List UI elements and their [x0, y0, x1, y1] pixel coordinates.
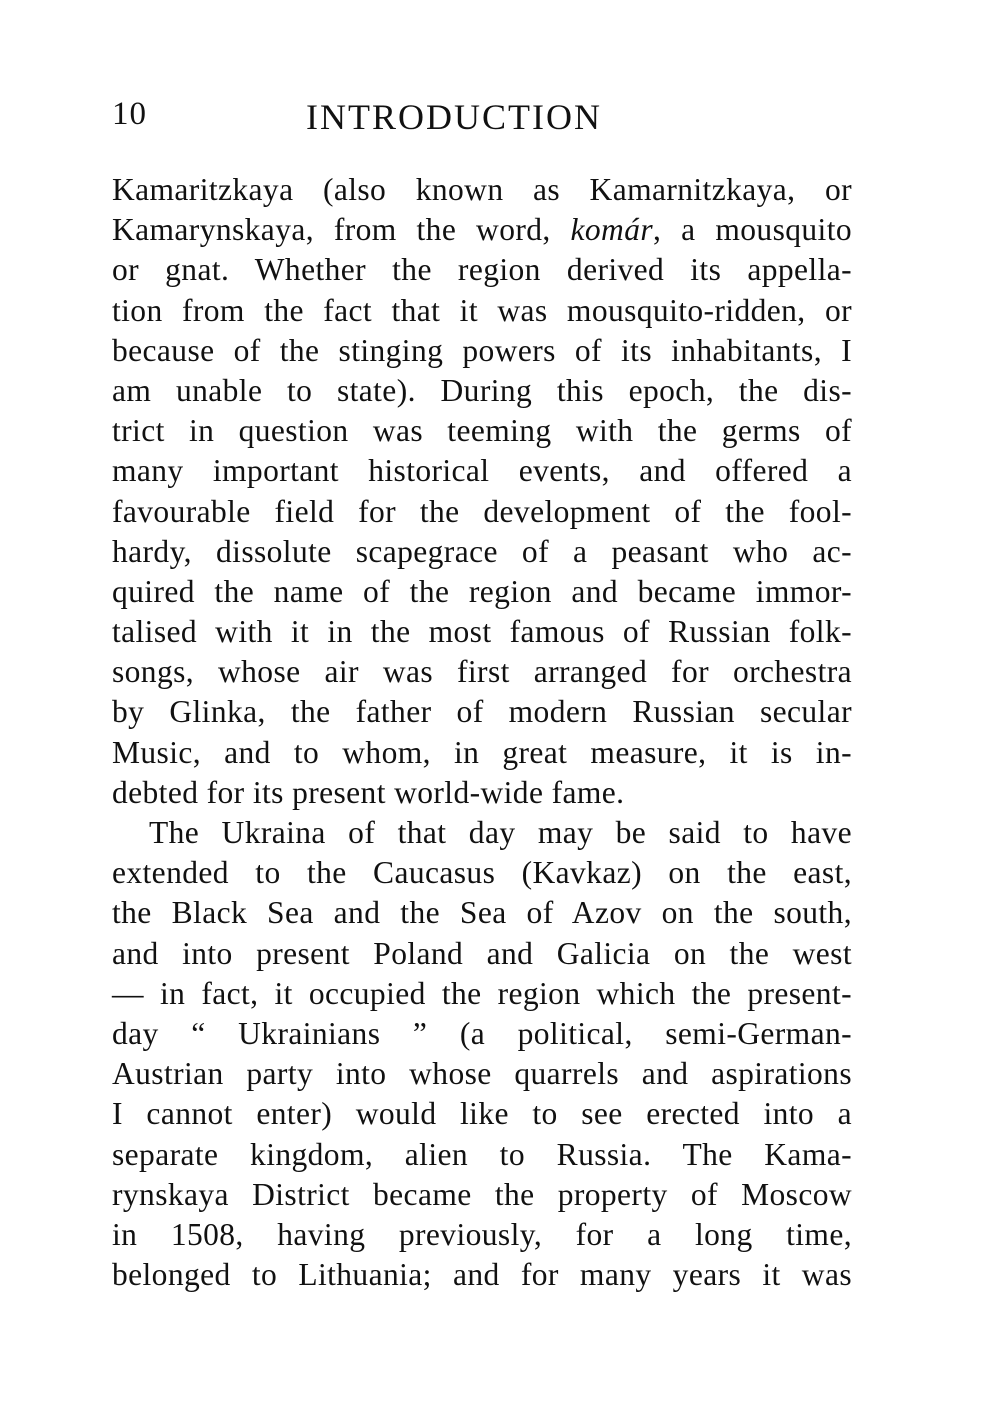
italic-term: komár — [570, 212, 654, 248]
text-line: quired the name of the region and became immor- — [112, 573, 852, 609]
text-line-segment: Kamarynskaya, from the word, komár, a mousquito — [112, 212, 852, 248]
text-line: many important historical events, and offered a — [112, 453, 852, 489]
text-line: trict in question was teeming with the germs of — [112, 413, 852, 449]
paragraph — [112, 813, 852, 1295]
text-line: tion from the fact that it was mousquito-ridden, or — [112, 292, 852, 328]
text-line: rynskaya District became the property of Moscow — [112, 1176, 852, 1212]
text-line: talised with it in the most famous of Russian folk- — [112, 614, 852, 650]
text-line: by Glinka, the father of modern Russian secular — [112, 694, 852, 730]
body-text — [112, 170, 852, 1295]
text-line: The Ukraina of that day may be said to have — [149, 815, 852, 850]
text-line: in 1508, having previously, for a long time, — [112, 1216, 852, 1252]
text-line: day “ Ukrainians ” (a political, semi-German- — [112, 1015, 852, 1051]
text-line: I cannot enter) would like to see erected into a — [112, 1096, 852, 1132]
text-line: or gnat. Whether the region derived its appella- — [112, 252, 852, 288]
text-line — [112, 210, 852, 250]
text-line: favourable field for the development of the fool- — [112, 493, 852, 529]
running-head: INTRODUCTION — [306, 97, 602, 137]
text-line: am unable to state). During this epoch, the dis- — [112, 372, 852, 408]
text-line: songs, whose air was first arranged for orchestra — [112, 654, 852, 690]
text-line: hardy, dissolute scapegrace of a peasant who ac- — [112, 533, 852, 569]
page-number: 10 — [112, 96, 147, 132]
text-line: separate kingdom, alien to Russia. The Kama- — [112, 1136, 852, 1172]
paragraph — [112, 170, 852, 813]
text-line: debted for its present world-wide fame. — [112, 774, 625, 810]
page-header — [112, 96, 852, 146]
text-line: extended to the Caucasus (Kavkaz) on the east, — [112, 855, 852, 891]
text-line: Kamaritzkaya (also known as Kamarnitzkaya, or — [112, 172, 852, 207]
text-line: and into present Poland and Galicia on the west — [112, 935, 852, 971]
text-line: — in fact, it occupied the region which the present- — [112, 975, 852, 1011]
text-line: Music, and to whom, in great measure, it is in- — [112, 734, 852, 770]
text-line: because of the stinging powers of its inhabitants, I — [112, 332, 852, 368]
text-line: the Black Sea and the Sea of Azov on the south, — [112, 895, 852, 931]
text-line: Austrian party into whose quarrels and aspirations — [112, 1056, 852, 1092]
text-line: belonged to Lithuania; and for many years it was — [112, 1257, 852, 1293]
